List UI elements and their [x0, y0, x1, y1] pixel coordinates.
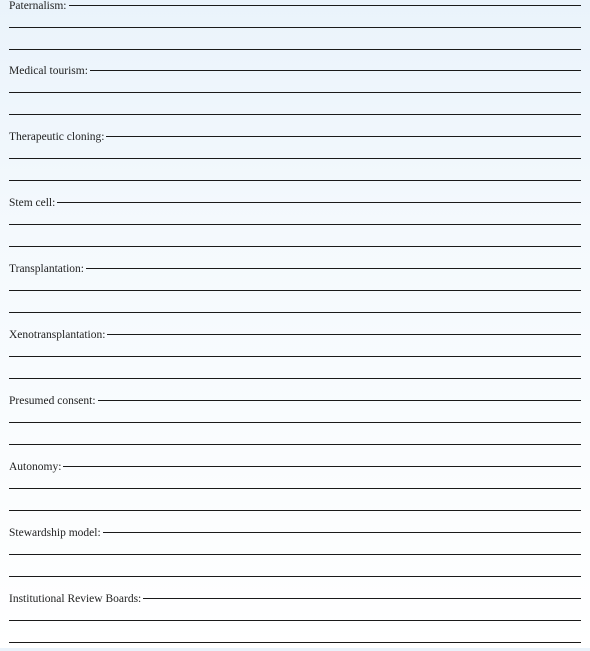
- term-row: [9, 123, 581, 145]
- term-paternalism: [9, 0, 581, 58]
- answer-line[interactable]: [63, 466, 581, 467]
- answer-line[interactable]: [107, 334, 581, 335]
- answer-line[interactable]: [9, 541, 581, 563]
- term-label: Stem cell:: [9, 196, 56, 209]
- answer-line[interactable]: [9, 233, 581, 255]
- answer-line[interactable]: [106, 136, 581, 137]
- answer-line[interactable]: [9, 409, 581, 431]
- answer-line[interactable]: [9, 475, 581, 497]
- term-label: Paternalism:: [9, 0, 67, 12]
- term-row: [9, 0, 581, 14]
- answer-line[interactable]: [9, 211, 581, 233]
- answer-line[interactable]: [9, 299, 581, 321]
- answer-line[interactable]: [9, 277, 581, 299]
- answer-line[interactable]: [103, 532, 581, 533]
- answer-line[interactable]: [9, 36, 581, 58]
- answer-line[interactable]: [86, 268, 581, 269]
- answer-line[interactable]: [90, 70, 581, 71]
- answer-line[interactable]: [9, 431, 581, 453]
- term-row: [9, 585, 581, 607]
- term-medical-tourism: [9, 57, 581, 123]
- term-institutional-review-boards: [9, 585, 581, 651]
- answer-line[interactable]: [9, 497, 581, 519]
- term-label: Institutional Review Boards:: [9, 592, 142, 605]
- answer-line[interactable]: [9, 167, 581, 189]
- answer-line[interactable]: [9, 145, 581, 167]
- term-therapeutic-cloning: [9, 123, 581, 189]
- answer-line[interactable]: [9, 563, 581, 585]
- answer-line[interactable]: [69, 5, 582, 6]
- term-row: [9, 453, 581, 475]
- term-label: Stewardship model:: [9, 526, 101, 539]
- term-row: [9, 519, 581, 541]
- term-transplantation: [9, 255, 581, 321]
- answer-line[interactable]: [9, 343, 581, 365]
- term-xenotransplantation: [9, 321, 581, 387]
- answer-line[interactable]: [9, 101, 581, 123]
- answer-line[interactable]: [9, 79, 581, 101]
- term-label: Medical tourism:: [9, 64, 88, 77]
- term-label: Presumed consent:: [9, 394, 96, 407]
- answer-line[interactable]: [9, 365, 581, 387]
- answer-line[interactable]: [9, 14, 581, 36]
- term-label: Autonomy:: [9, 460, 62, 473]
- term-row: [9, 321, 581, 343]
- term-label: Therapeutic cloning:: [9, 130, 105, 143]
- term-label: Xenotransplantation:: [9, 328, 106, 341]
- term-row: [9, 387, 581, 409]
- term-row: [9, 255, 581, 277]
- term-label: Transplantation:: [9, 262, 84, 275]
- term-autonomy: [9, 453, 581, 519]
- answer-line[interactable]: [57, 202, 581, 203]
- term-stem-cell: [9, 189, 581, 255]
- answer-line[interactable]: [143, 598, 581, 599]
- answer-line[interactable]: [98, 400, 581, 401]
- term-row: [9, 189, 581, 211]
- answer-line[interactable]: [9, 607, 581, 629]
- term-row: [9, 57, 581, 79]
- term-stewardship-model: [9, 519, 581, 585]
- term-presumed-consent: [9, 387, 581, 453]
